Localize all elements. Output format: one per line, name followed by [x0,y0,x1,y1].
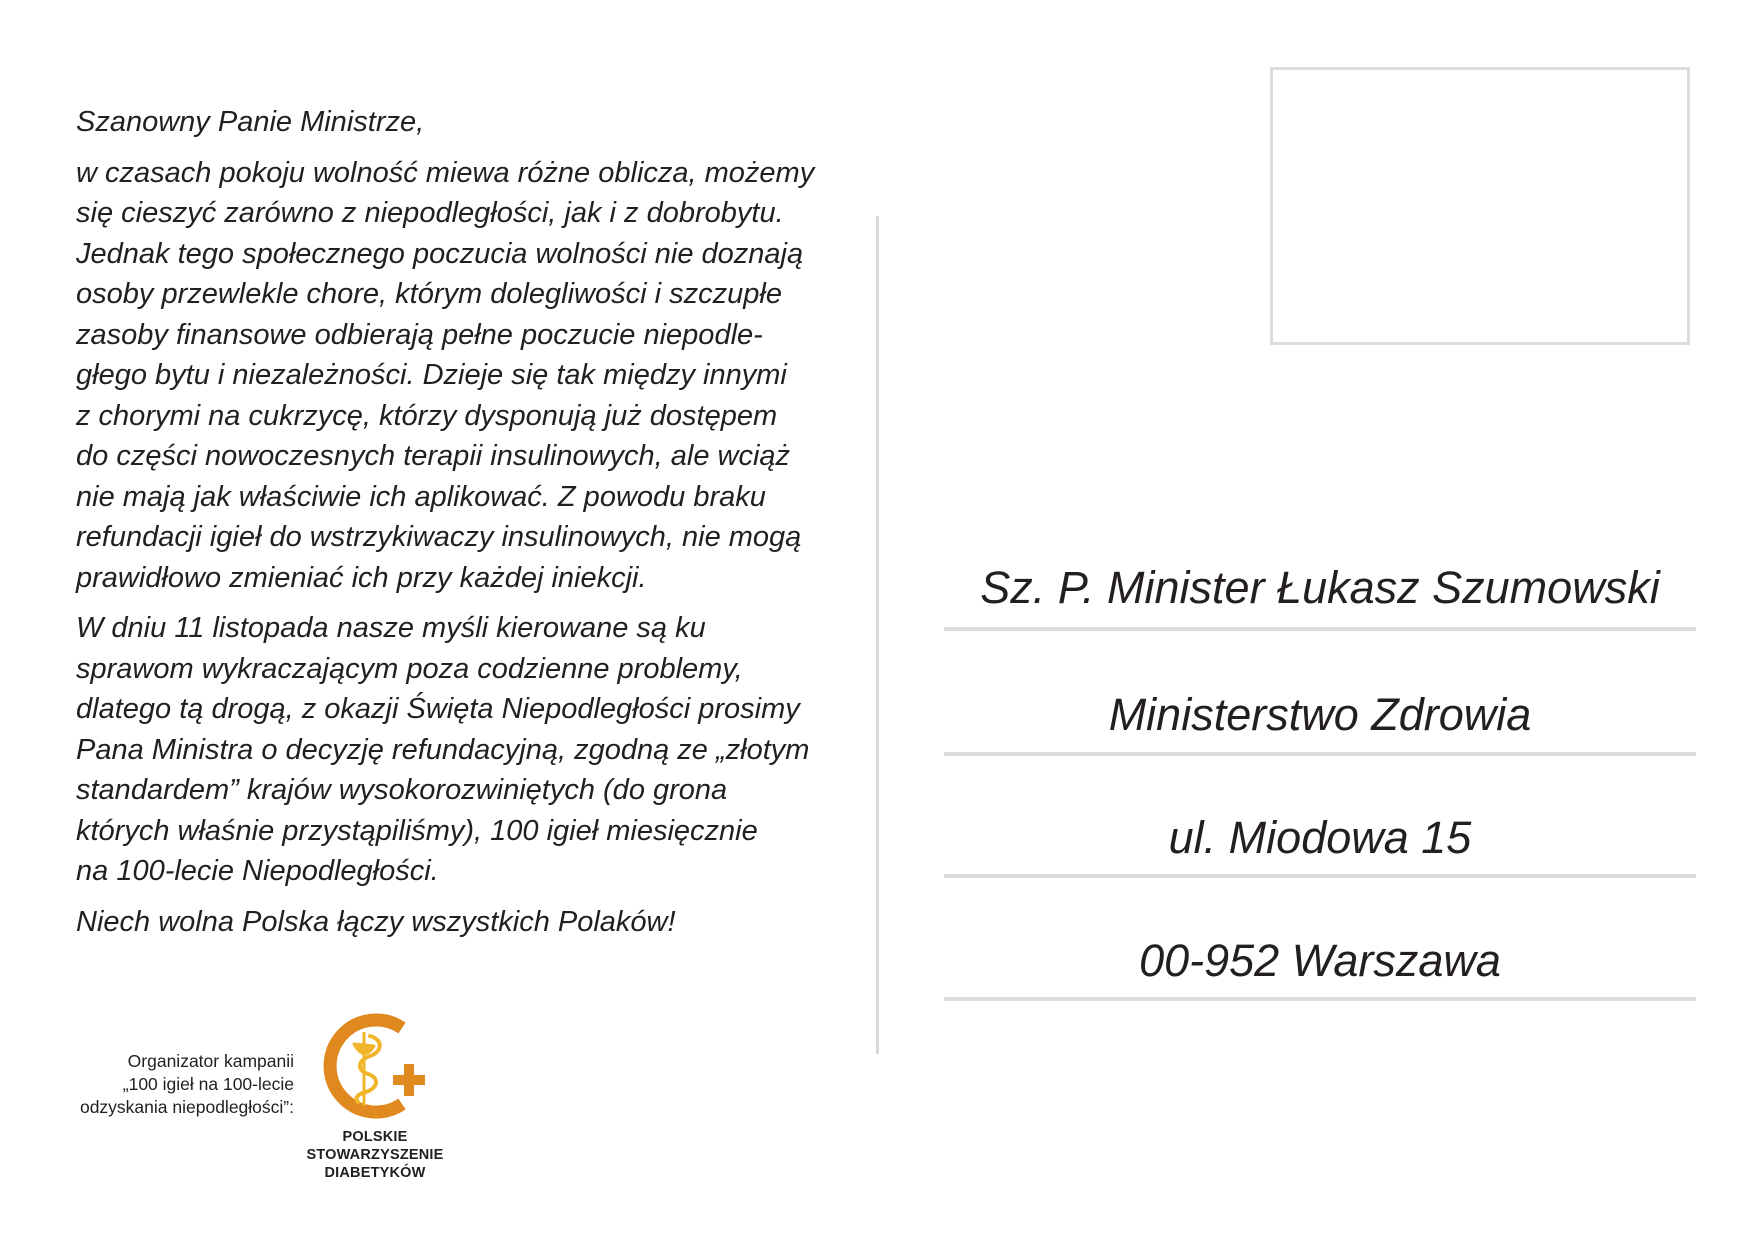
caption-line: „100 igieł na 100-lecie [122,1074,294,1094]
text-line: standardem” krajów wysokorozwiniętych (do grona [76,774,728,806]
text-line: Pana Ministra o decyzję refundacyjną, zgodną ze „złotym [76,733,810,766]
org-name-line: DIABETYKÓW [324,1165,426,1181]
text-line: refundacji igieł do wstrzykiwaczy insulinowych, nie mogą [76,521,802,553]
logo-plus-horizontal [393,1075,425,1085]
diabetes-association-logo [318,1006,430,1126]
address-rule [944,752,1696,756]
text-line: Jednak tego społecznego poczucia wolności nie doznają [76,237,804,270]
org-name-line: POLSKIE [342,1129,408,1145]
letter-closing: Niech wolna Polska łączy wszystkich Polaków! [76,905,676,938]
address-recipient: Sz. P. Minister Łukasz Szumowski [980,562,1660,613]
text-line: sprawom wykraczającym poza codzienne problemy, [76,652,743,685]
text-line: się cieszyć zarówno z niepodległości, jak i z dobrobytu. [76,197,784,229]
text-line: z chorymi na cukrzycę, którzy dysponują już dostępem [76,399,778,432]
vertical-divider [876,216,879,1054]
text-line: osoby przewlekle chore, którym dolegliwości i szczupłe [76,278,782,310]
address-street: ul. Miodowa 15 [1168,812,1472,863]
letter-salutation: Szanowny Panie Ministrze, [76,106,425,138]
text-line: których właśnie przystąpiliśmy), 100 igieł miesięcznie [76,814,758,847]
address-institution: Ministerstwo Zdrowia [1108,689,1532,740]
letter-paragraph-1 [76,153,866,599]
address-rule [944,997,1696,1001]
organization-name [290,1128,460,1182]
text-line: nie mają jak właściwie ich aplikować. Z powodu braku [76,480,766,513]
text-line: na 100-lecie Niepodległości. [76,855,439,887]
logo-ring [330,1020,402,1112]
address-city: 00-952 Warszawa [1139,935,1501,986]
organizer-caption [40,1050,294,1119]
org-name-line: STOWARZYSZENIE [306,1147,444,1163]
text-line: do części nowoczesnych terapii insulinowych, ale wciąż [76,440,791,472]
text-line: zasoby finansowe odbierają pełne poczucie niepodle- [76,318,763,351]
text-line: głego bytu i niezależności. Dzieje się tak między innymi [76,359,787,391]
letter-body [76,102,866,952]
caption-line: Organizator kampanii [127,1051,294,1071]
text-line: w czasach pokoju wolność miewa różne oblicza, możemy [76,156,815,189]
letter-paragraph-2 [76,608,866,892]
caption-line: odzyskania niepodległości”: [79,1097,294,1117]
address-rule [944,627,1696,631]
text-line: prawidłowo zmieniać ich przy każdej iniekcji. [76,561,647,594]
text-line: W dniu 11 listopada nasze myśli kierowane są ku [76,612,706,644]
stamp-box [1270,67,1690,345]
text-line: dlatego tą drogą, z okazji Święta Niepodległości prosimy [76,693,800,725]
address-rule [944,874,1696,878]
